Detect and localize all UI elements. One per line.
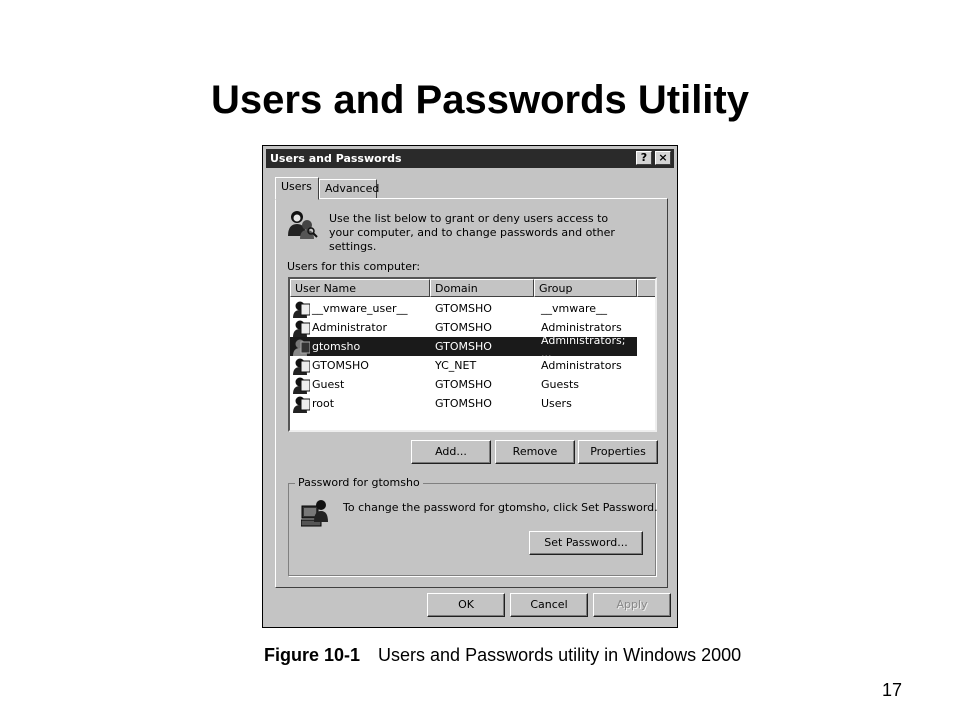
column-spacer	[637, 279, 657, 297]
title-bar[interactable]	[266, 149, 674, 168]
user-domain: GTOMSHO	[435, 321, 492, 334]
table-row[interactable]	[290, 394, 637, 413]
apply-button[interactable]: Apply	[593, 593, 671, 617]
user-icon	[292, 300, 310, 318]
user-name: __vmware_user__	[312, 302, 408, 315]
slide-title: Users and Passwords Utility	[211, 78, 749, 122]
user-name: root	[312, 397, 335, 410]
users-icon	[285, 208, 319, 240]
tab-users[interactable]	[275, 177, 319, 200]
user-group: Users	[541, 397, 572, 410]
figure-caption	[264, 645, 741, 666]
column-group[interactable]: Group	[534, 279, 637, 297]
user-name: Guest	[312, 378, 345, 391]
remove-button[interactable]: Remove	[495, 440, 575, 464]
table-row[interactable]	[290, 375, 637, 394]
tab-advanced-label: Advanced	[325, 182, 380, 195]
user-icon	[292, 338, 310, 356]
user-group: Administrators	[541, 321, 622, 334]
user-group: Guests	[541, 378, 580, 391]
help-button[interactable]: ?	[636, 151, 652, 165]
user-name: gtomsho	[312, 340, 361, 353]
dialog-title: Users and Passwords	[270, 152, 402, 165]
password-instructions: To change the password for gtomsho, click Set Password.	[343, 501, 658, 514]
ok-button[interactable]: OK	[427, 593, 505, 617]
computer-user-icon	[301, 498, 331, 528]
properties-button[interactable]: Properties	[578, 440, 658, 464]
cancel-button[interactable]: Cancel	[510, 593, 588, 617]
set-password-button[interactable]: Set Password...	[529, 531, 643, 555]
users-list[interactable]	[288, 277, 657, 432]
list-header	[290, 279, 657, 297]
table-row[interactable]	[290, 356, 637, 375]
close-button[interactable]: ×	[655, 151, 671, 165]
user-domain: GTOMSHO	[435, 302, 492, 315]
figure-caption-text: Users and Passwords utility in Windows 2000	[378, 645, 742, 665]
tab-users-label: Users	[281, 180, 312, 193]
user-name: GTOMSHO	[312, 359, 369, 372]
password-groupbox	[288, 483, 656, 576]
user-domain: GTOMSHO	[435, 340, 492, 353]
user-domain: GTOMSHO	[435, 378, 492, 391]
user-icon	[292, 376, 310, 394]
intro-text: Use the list below to grant or deny users access to your computer, and to change passwords and other settings.	[329, 212, 615, 253]
table-row[interactable]	[290, 299, 637, 318]
user-group: __vmware__	[541, 302, 608, 315]
page-number: 17	[881, 680, 903, 700]
column-user-name[interactable]: User Name	[290, 279, 430, 297]
figure-label: Figure 10-1	[264, 645, 361, 665]
user-domain: YC_NET	[435, 359, 477, 372]
password-group-legend: Password for gtomsho	[295, 476, 423, 489]
add-button[interactable]: Add...	[411, 440, 491, 464]
user-name: Administrator	[312, 321, 387, 334]
users-list-label: Users for this computer:	[287, 260, 421, 273]
user-group: Administrators; ...	[541, 333, 626, 360]
column-domain[interactable]: Domain	[430, 279, 534, 297]
user-domain: GTOMSHO	[435, 397, 492, 410]
users-and-passwords-dialog	[262, 145, 678, 628]
user-group: Administrators	[541, 359, 622, 372]
user-icon	[292, 319, 310, 337]
user-icon	[292, 395, 310, 413]
table-row-selected[interactable]	[290, 333, 637, 360]
user-icon	[292, 357, 310, 375]
tab-advanced[interactable]	[319, 179, 380, 199]
